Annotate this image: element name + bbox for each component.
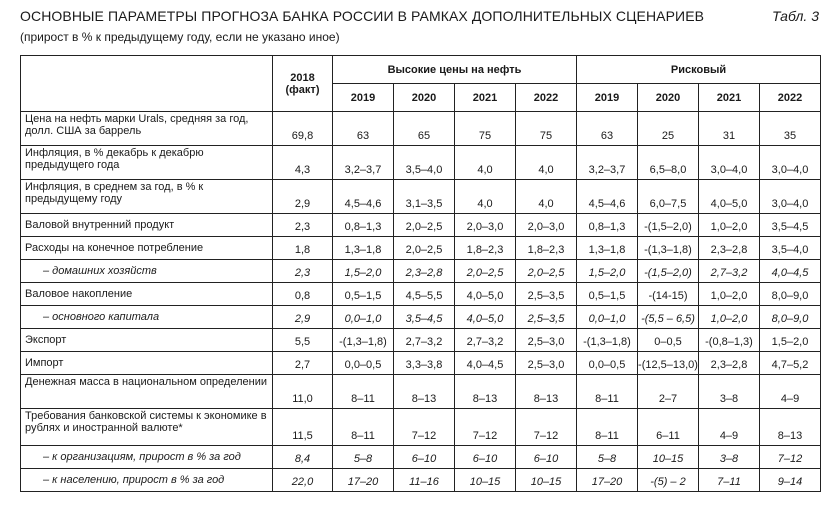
value-cell: 2,3–2,8 xyxy=(394,260,455,283)
table-row xyxy=(21,409,821,446)
value-cell: 31 xyxy=(699,112,760,146)
row-label: Цена на нефть марки Urals, средняя за год, долл. США за баррель xyxy=(21,112,273,146)
value-cell: -(0,8–1,3) xyxy=(699,329,760,352)
value-cell: 7–11 xyxy=(699,469,760,492)
value-cell: 0,0–1,0 xyxy=(333,306,394,329)
value-cell: 0–0,5 xyxy=(638,329,699,352)
value-cell: 1,5–2,0 xyxy=(760,329,821,352)
row-label: Денежная масса в национальном определении xyxy=(21,375,273,409)
value-cell: 3–8 xyxy=(699,375,760,409)
row-label: – домашних хозяйств xyxy=(21,260,273,283)
header-year: 2020 xyxy=(638,84,699,112)
table-row xyxy=(21,180,821,214)
table-row xyxy=(21,260,821,283)
value-cell: 3–8 xyxy=(699,446,760,469)
value-cell: 4,0–5,0 xyxy=(455,306,516,329)
value-cell: 8–11 xyxy=(577,375,638,409)
value-cell: 2,3–2,8 xyxy=(699,237,760,260)
value-cell: 8–11 xyxy=(333,375,394,409)
value-2018: 11,5 xyxy=(273,409,333,446)
value-cell: 65 xyxy=(394,112,455,146)
value-cell: 8,0–9,0 xyxy=(760,306,821,329)
value-cell: 3,0–4,0 xyxy=(760,146,821,180)
value-cell: -(5) – 2 xyxy=(638,469,699,492)
value-cell: 2,5–3,5 xyxy=(516,306,577,329)
table-row xyxy=(21,306,821,329)
value-cell: 75 xyxy=(455,112,516,146)
value-cell: 10–15 xyxy=(516,469,577,492)
value-cell: 7–12 xyxy=(455,409,516,446)
value-2018: 11,0 xyxy=(273,375,333,409)
header-group-high-oil: Высокие цены на нефть xyxy=(333,56,577,84)
row-label: – к населению, прирост в % за год xyxy=(21,469,273,492)
value-cell: 3,2–3,7 xyxy=(577,146,638,180)
value-cell: -(1,3–1,8) xyxy=(638,237,699,260)
value-cell: 7–12 xyxy=(516,409,577,446)
row-label: Инфляция, в среднем за год, в % к предыдущему году xyxy=(21,180,273,214)
table-row xyxy=(21,375,821,409)
value-cell: 2,0–2,5 xyxy=(516,260,577,283)
value-cell: 0,5–1,5 xyxy=(333,283,394,306)
value-cell: 8–13 xyxy=(760,409,821,446)
value-2018: 2,3 xyxy=(273,214,333,237)
value-2018: 5,5 xyxy=(273,329,333,352)
value-cell: 1,3–1,8 xyxy=(333,237,394,260)
value-cell: 1,5–2,0 xyxy=(333,260,394,283)
value-cell: 4,0–4,5 xyxy=(760,260,821,283)
row-label: Валовой внутренний продукт xyxy=(21,214,273,237)
row-label: – к организациям, прирост в % за год xyxy=(21,446,273,469)
header-year: 2019 xyxy=(577,84,638,112)
row-label: Экспорт xyxy=(21,329,273,352)
value-cell: 3,3–3,8 xyxy=(394,352,455,375)
value-2018: 4,3 xyxy=(273,146,333,180)
value-cell: 0,8–1,3 xyxy=(577,214,638,237)
header-group-risk: Рисковый xyxy=(577,56,821,84)
value-2018: 69,8 xyxy=(273,112,333,146)
row-label: – основного капитала xyxy=(21,306,273,329)
table-row xyxy=(21,146,821,180)
header-year: 2022 xyxy=(516,84,577,112)
value-cell: 4,7–5,2 xyxy=(760,352,821,375)
header-year: 2021 xyxy=(699,84,760,112)
value-cell: 6–10 xyxy=(455,446,516,469)
value-cell: 4,5–5,5 xyxy=(394,283,455,306)
value-cell: 4,5–4,6 xyxy=(333,180,394,214)
value-cell: -(1,5–2,0) xyxy=(638,214,699,237)
value-cell: 2,7–3,2 xyxy=(699,260,760,283)
value-cell: 4,0–4,5 xyxy=(455,352,516,375)
value-cell: 10–15 xyxy=(638,446,699,469)
value-cell: 8,0–9,0 xyxy=(760,283,821,306)
row-label: Импорт xyxy=(21,352,273,375)
row-label: Инфляция, в % декабрь к декабрю предыдущего года xyxy=(21,146,273,180)
value-cell: 0,5–1,5 xyxy=(577,283,638,306)
value-cell: 3,0–4,0 xyxy=(699,146,760,180)
value-cell: 6–10 xyxy=(516,446,577,469)
value-2018: 8,4 xyxy=(273,446,333,469)
value-cell: 1,8–2,3 xyxy=(455,237,516,260)
value-cell: 3,5–4,0 xyxy=(394,146,455,180)
value-cell: 2–7 xyxy=(638,375,699,409)
header-2018: 2018 (факт) xyxy=(273,56,333,112)
row-label: Валовое накопление xyxy=(21,283,273,306)
header-year: 2019 xyxy=(333,84,394,112)
table-row xyxy=(21,352,821,375)
value-cell: 63 xyxy=(333,112,394,146)
value-cell: 4,0 xyxy=(455,180,516,214)
value-cell: 6–11 xyxy=(638,409,699,446)
page-title: ОСНОВНЫЕ ПАРАМЕТРЫ ПРОГНОЗА БАНКА РОССИИ В РАМКАХ ДОПОЛНИТЕЛЬНЫХ СЦЕНАРИЕВ xyxy=(20,8,705,24)
value-cell: -(5,5 – 6,5) xyxy=(638,306,699,329)
value-cell: 7–12 xyxy=(394,409,455,446)
value-cell: 1,5–2,0 xyxy=(577,260,638,283)
value-cell: 4,5–4,6 xyxy=(577,180,638,214)
value-cell: 8–11 xyxy=(577,409,638,446)
table-row xyxy=(21,214,821,237)
value-2018: 0,8 xyxy=(273,283,333,306)
value-cell: 63 xyxy=(577,112,638,146)
value-cell: 6–10 xyxy=(394,446,455,469)
value-cell: 2,0–2,5 xyxy=(394,237,455,260)
value-cell: 1,0–2,0 xyxy=(699,283,760,306)
value-cell: 2,5–3,0 xyxy=(516,352,577,375)
value-cell: 0,8–1,3 xyxy=(333,214,394,237)
value-cell: 8–13 xyxy=(516,375,577,409)
value-cell: 0,0–1,0 xyxy=(577,306,638,329)
value-cell: 3,5–4,5 xyxy=(760,214,821,237)
value-cell: 1,3–1,8 xyxy=(577,237,638,260)
value-cell: -(1,3–1,8) xyxy=(333,329,394,352)
row-label: Требования банковской системы к экономике в рублях и иностранной валюте* xyxy=(21,409,273,446)
value-cell: 3,0–4,0 xyxy=(760,180,821,214)
value-cell: 6,5–8,0 xyxy=(638,146,699,180)
value-2018: 2,9 xyxy=(273,180,333,214)
header-year: 2021 xyxy=(455,84,516,112)
value-cell: 2,7–3,2 xyxy=(394,329,455,352)
value-cell: 3,5–4,0 xyxy=(760,237,821,260)
value-cell: 11–16 xyxy=(394,469,455,492)
value-cell: 1,8–2,3 xyxy=(516,237,577,260)
value-cell: 2,0–3,0 xyxy=(455,214,516,237)
table-row xyxy=(21,469,821,492)
value-cell: 2,3–2,8 xyxy=(699,352,760,375)
value-cell: 7–12 xyxy=(760,446,821,469)
table-row xyxy=(21,283,821,306)
value-cell: 4–9 xyxy=(760,375,821,409)
value-cell: 2,5–3,5 xyxy=(516,283,577,306)
table-row xyxy=(21,329,821,352)
forecast-table xyxy=(20,55,821,492)
value-cell: 2,0–2,5 xyxy=(394,214,455,237)
value-cell: 2,0–2,5 xyxy=(455,260,516,283)
value-cell: 8–13 xyxy=(455,375,516,409)
value-cell: 2,5–3,0 xyxy=(516,329,577,352)
value-cell: 10–15 xyxy=(455,469,516,492)
value-2018: 1,8 xyxy=(273,237,333,260)
value-2018: 2,9 xyxy=(273,306,333,329)
value-cell: 3,5–4,5 xyxy=(394,306,455,329)
table-row xyxy=(21,112,821,146)
value-cell: 4,0 xyxy=(455,146,516,180)
value-cell: 17–20 xyxy=(577,469,638,492)
header-year: 2020 xyxy=(394,84,455,112)
value-cell: 4,0 xyxy=(516,146,577,180)
value-cell: 4–9 xyxy=(699,409,760,446)
value-cell: 6,0–7,5 xyxy=(638,180,699,214)
value-cell: 75 xyxy=(516,112,577,146)
value-2018: 22,0 xyxy=(273,469,333,492)
value-cell: -(14-15) xyxy=(638,283,699,306)
value-cell: 3,1–3,5 xyxy=(394,180,455,214)
value-cell: 8–11 xyxy=(333,409,394,446)
table-number: Табл. 3 xyxy=(771,8,819,24)
value-cell: -(1,5–2,0) xyxy=(638,260,699,283)
value-cell: 5–8 xyxy=(577,446,638,469)
value-cell: 3,2–3,7 xyxy=(333,146,394,180)
page-subtitle: (прирост в % к предыдущему году, если не указано иное) xyxy=(20,30,340,44)
value-cell: 4,0 xyxy=(516,180,577,214)
value-cell: 35 xyxy=(760,112,821,146)
value-cell: 5–8 xyxy=(333,446,394,469)
value-cell: 25 xyxy=(638,112,699,146)
table-row xyxy=(21,237,821,260)
value-cell: 2,7–3,2 xyxy=(455,329,516,352)
value-cell: 9–14 xyxy=(760,469,821,492)
value-cell: 0,0–0,5 xyxy=(577,352,638,375)
value-cell: 8–13 xyxy=(394,375,455,409)
value-cell: 17–20 xyxy=(333,469,394,492)
value-cell: 4,0–5,0 xyxy=(455,283,516,306)
value-cell: 2,0–3,0 xyxy=(516,214,577,237)
row-label: Расходы на конечное потребление xyxy=(21,237,273,260)
header-empty xyxy=(21,56,273,112)
value-cell: 1,0–2,0 xyxy=(699,306,760,329)
value-cell: 1,0–2,0 xyxy=(699,214,760,237)
value-2018: 2,7 xyxy=(273,352,333,375)
value-cell: -(1,3–1,8) xyxy=(577,329,638,352)
value-cell: -(12,5–13,0) xyxy=(638,352,699,375)
value-cell: 4,0–5,0 xyxy=(699,180,760,214)
value-cell: 0,0–0,5 xyxy=(333,352,394,375)
table-row xyxy=(21,446,821,469)
header-year: 2022 xyxy=(760,84,821,112)
value-2018: 2,3 xyxy=(273,260,333,283)
